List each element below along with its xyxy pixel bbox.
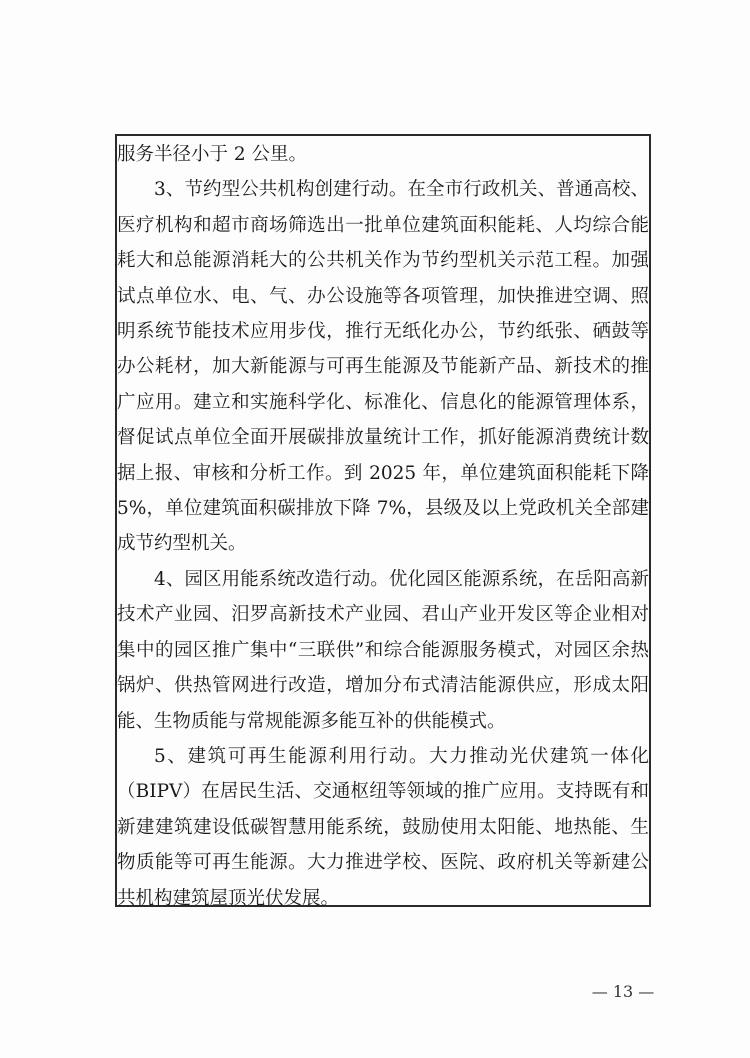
- page-number: — 13 —: [591, 982, 655, 1001]
- paragraph-public-institutions: 3、节约型公共机构创建行动。在全市行政机关、普通高校、医疗机构和超市商场筛选出一批单位建筑面积能耗、人均综合能耗大和总能源消耗大的公共机关作为节约型机关示范工程。加强试点单位水、电、气、办公设施等各项管理，加快推进空调、照明系统节能技术应用步伐，推行无纸化办公，节约纸张、硒鼓等办公耗材，加大新能源与可再生能源及节能新产品、新技术的推广应用。建立和实施科学化、标准化、信息化的能源管理体系，督促试点单位全面开展碳排放量统计工作，抓好能源消费统计数据上报、审核和分析工作。到 2025 年，单位建筑面积能耗下降 5%，单位建筑面积碳排放下降 7%，县级及以上党政机关全部建成节约型机关。: [117, 179, 649, 555]
- paragraph-renewable-buildings: 5、建筑可再生能源利用行动。大力推动光伏建筑一体化（BIPV）在居民生活、交通枢纽等领域的推广应用。支持既有和新建建筑建设低碳智慧用能系统，鼓励使用太阳能、地热能、生物质能等可再生能源。大力推进学校、医院、政府机关等新建公共机构建筑屋顶光伏发展。: [117, 745, 649, 909]
- paragraph-continuation: 服务半径小于 2 公里。: [117, 144, 308, 165]
- paragraph-industrial-parks: 4、园区用能系统改造行动。优化园区能源系统，在岳阳高新技术产业园、汨罗高新技术产业园、君山产业开发区等企业相对集中的园区推广集中“三联供”和综合能源服务模式，对园区余热锅炉、供热管网进行改造，增加分布式清洁能源供应，形成太阳能、生物质能与常规能源多能互补的供能模式。: [117, 568, 649, 732]
- text-box-content: [117, 137, 649, 916]
